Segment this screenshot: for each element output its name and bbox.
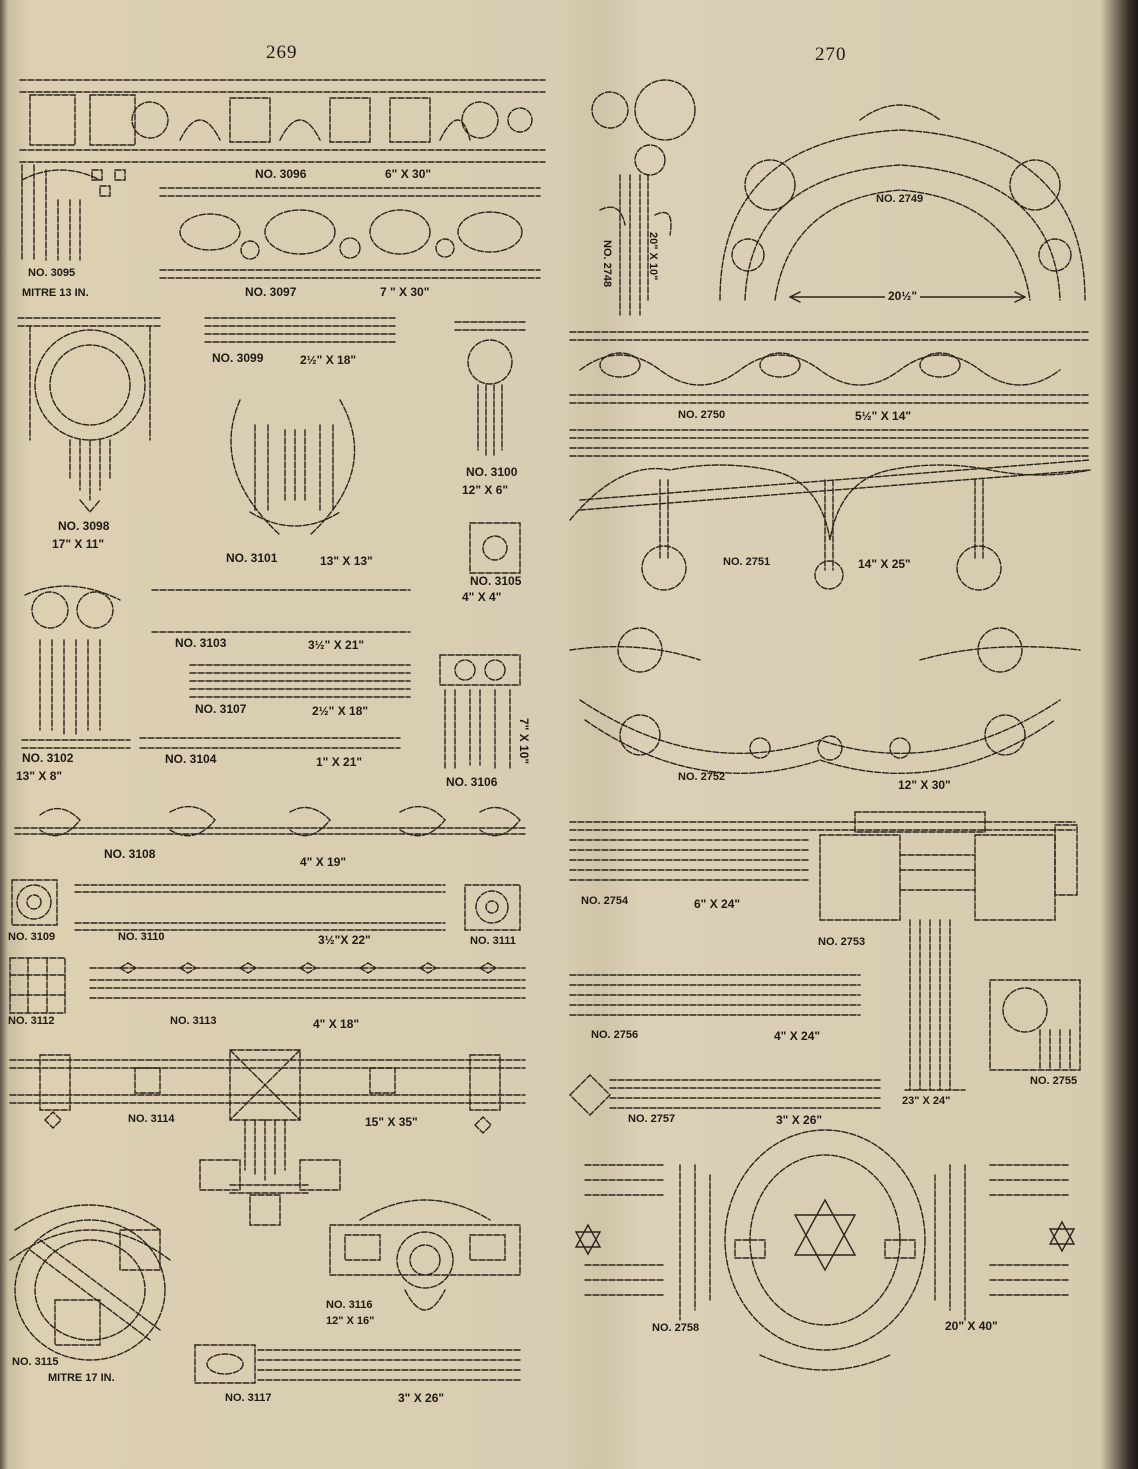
stencil-2754-art [570,822,810,880]
stencil-3110-art [75,885,445,930]
stencil-3105-art [470,523,520,573]
stencil-3100-number: NO. 3100 [466,465,518,479]
stencil-3101-size: 13" X 13" [320,554,373,568]
stencil-3103-art [152,590,410,632]
stencil-3105-number: NO. 3105 [470,574,522,588]
stencil-3114-size: 15" X 35" [365,1115,418,1129]
stencil-3099-number: NO. 3099 [212,351,264,365]
stencil-2758-art [576,1130,1074,1370]
stencil-3115-number: NO. 3115 [12,1356,59,1368]
stencil-2750-size: 5½" X 14" [855,409,912,423]
stencil-3104-art [140,738,400,748]
stencil-3112-art [10,958,65,1013]
stencil-2753-number: NO. 2753 [818,936,866,948]
stencil-3108-size: 4" X 19" [300,855,347,869]
stencil-2757-size: 3" X 26" [776,1113,823,1127]
stencil-3111-art [465,885,520,930]
stencil-3114-number: NO. 3114 [128,1113,175,1125]
stencil-3104-size: 1" X 21" [316,755,363,769]
stencil-3098-art [18,318,160,512]
stencil-3115-art [10,1205,170,1360]
stencil-3096-number: NO. 3096 [255,167,307,181]
stencil-2755-number: NO. 2755 [1030,1075,1078,1087]
stencil-2751-size: 14" X 25" [858,557,911,571]
stencil-2754-size: 6" X 24" [694,897,741,911]
stencil-3105-size: 4" X 4" [462,590,502,604]
stencil-3108-number: NO. 3108 [104,847,156,861]
stencil-3110-size: 3½"X 22" [318,933,371,947]
stencil-3110-number: NO. 3110 [118,931,165,943]
stencil-3102-art [22,586,130,748]
stencil-2748-number: NO. 2748 [601,240,613,288]
stencil-2752-number: NO. 2752 [678,771,726,783]
stencil-3106-number: NO. 3106 [446,775,498,789]
stencil-3103-number: NO. 3103 [175,636,227,650]
stencil-2750-art [570,332,1090,403]
stencil-2748-size: 20" X 10" [647,232,659,281]
stencil-3095-mitre: MITRE 13 IN. [22,287,89,299]
stencil-3116-size: 12" X 16" [326,1315,375,1327]
stencil-3102-size: 13" X 8" [16,769,63,783]
stencil-3111-number: NO. 3111 [470,935,516,947]
stencil-2749-number: NO. 2749 [876,193,924,205]
stencil-2754-number: NO. 2754 [581,895,629,907]
stencil-3108-art [15,807,525,836]
stencil-3117-number: NO. 3117 [225,1392,272,1404]
page-number-left: 269 [266,42,298,63]
stencil-2757-number: NO. 2757 [628,1113,676,1125]
stencil-3102-number: NO. 3102 [22,751,74,765]
page-number-right: 270 [815,44,847,65]
stencil-3099-art [205,318,395,342]
stencil-3114-art [10,1050,525,1225]
stencil-3113-size: 4" X 18" [313,1017,360,1031]
stencil-3098-size: 17" X 11" [52,537,105,551]
stencil-2758-number: NO. 2758 [652,1322,700,1334]
stencil-2752-art [570,628,1080,773]
stencil-3099-size: 2½" X 18" [300,353,357,367]
stencil-3113-number: NO. 3113 [170,1015,217,1027]
stencil-3106-art [440,655,520,770]
stencil-2749-width: 20½" [885,290,920,302]
stencil-2753-size: 23" X 24" [902,1095,951,1107]
stencil-2758-size: 20" X 40" [945,1319,998,1333]
stencil-3107-size: 2½" X 18" [312,704,369,718]
stencil-3109-art [12,880,57,925]
stencil-2756-art [570,975,860,1015]
stencil-3103-size: 3½" X 21" [308,638,365,652]
stencil-3095-number: NO. 3095 [28,267,76,279]
stencil-3115-mitre: MITRE 17 IN. [48,1372,115,1384]
stencil-3101-art [231,400,355,535]
stencil-2756-size: 4" X 24" [774,1029,821,1043]
stencil-3113-art [90,963,525,998]
stencil-2756-number: NO. 2756 [591,1029,639,1041]
stencil-3100-art [455,322,525,455]
stencil-2750-number: NO. 2750 [678,409,726,421]
stencil-3096-size: 6" X 30" [385,167,432,181]
stencil-2755-art [990,980,1080,1070]
stencil-2751-number: NO. 2751 [723,556,771,568]
stencil-2753-art [810,812,1077,1090]
stencil-3097-size: 7 " X 30" [380,285,430,299]
stencil-3101-number: NO. 3101 [226,551,278,565]
stencil-3116-art [330,1200,520,1310]
stencil-3107-number: NO. 3107 [195,702,247,716]
stencil-3095-art [22,165,125,260]
stencil-3109-number: NO. 3109 [8,931,56,943]
stencil-3107-art [190,665,410,697]
stencil-3117-size: 3" X 26" [398,1391,445,1405]
stencil-3104-number: NO. 3104 [165,752,217,766]
stencil-3106-size: 7" X 10" [517,718,531,765]
stencil-2752-size: 12" X 30" [898,778,951,792]
stencil-3096-art [20,80,545,162]
stencil-3117-art [195,1345,520,1383]
stencil-3098-number: NO. 3098 [58,519,110,533]
stencil-2757-art [570,1075,880,1115]
stencil-2751-art [570,430,1090,590]
stencil-3116-number: NO. 3116 [326,1299,373,1311]
stencil-3100-size: 12" X 6" [462,483,509,497]
stencil-3097-number: NO. 3097 [245,285,297,299]
stencil-3112-number: NO. 3112 [8,1015,55,1027]
stencil-3097-art [160,188,540,278]
